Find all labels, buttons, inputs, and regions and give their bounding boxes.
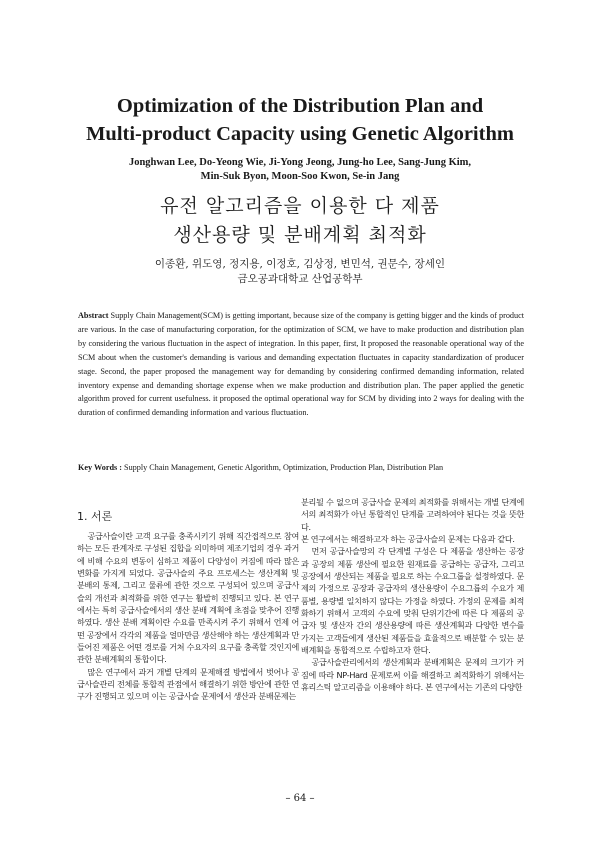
keywords bbox=[78, 462, 524, 474]
right-column bbox=[301, 496, 524, 694]
korean-title bbox=[40, 192, 560, 250]
left-paragraph-2: 많은 연구에서 과거 개별 단계의 문제해결 방법에서 벗어나 공급사슬관리 전체를 통합적 관점에서 해결하기 위한 방안에 관한 연구가 진행되고 있으며 이는 공급사슬 문제에서 생산과 분배문제는 bbox=[77, 666, 299, 702]
right-paragraph-2: 본 연구에서는 해결하고자 하는 공급사슬의 문제는 다음과 같다. bbox=[301, 534, 515, 545]
korean-author-block bbox=[40, 257, 560, 287]
right-paragraph-1: 분리될 수 없으며 공급사슬 문제의 최적화를 위해서는 개별 단계에서의 최적화가 아닌 통합적인 단계를 고려하여야 된다는 것을 뜻한다. bbox=[301, 497, 524, 532]
abstract bbox=[78, 309, 524, 420]
author-list bbox=[40, 156, 560, 184]
left-column bbox=[77, 530, 299, 703]
korean-title-line-1: 유전 알고리즘을 이용한 다 제품 bbox=[160, 195, 440, 217]
left-paragraph-1: 공급사슬이란 고객 요구를 충족시키기 위해 직간접적으로 참여하는 모든 관계자로 구성된 집합을 의미하며 제조기업의 경우 과거에 비해 수요의 변동이 심하고 제품이 다양성이 커짐에 따라 많은 변화를 가지게 되었다. 공급사슬의 주요 프로세스는 생산계획 및 분배의 통제, 그리고 물류에 관한 것으로 구성되어 있으며 공급사슬의 개선과 최적화를 위한 연구는 활발히 진행되고 있다. 본 연구에서는 특히 공급사슬에서의 생산 분배 계획에 초점을 맞추어 진행하였다. 생산 분배 계획이란 수요를 만족시켜 주기 위해서 언제 어떤 공장에서 각각의 제품을 얼마만큼 생산해야 하는 생산계획과 만들어진 제품은 어떤 경로를 거쳐 수요자의 요구를 충족할 것인지에 관한 분배계획의 통합이다. bbox=[77, 531, 299, 665]
authors-line-2: Min-Suk Byon, Moon-Soo Kwon, Se-in Jang bbox=[200, 171, 400, 182]
abstract-label: Abstract bbox=[78, 311, 109, 320]
paper-title bbox=[40, 92, 560, 148]
korean-title-line-2: 생산용량 및 분배계획 최적화 bbox=[173, 224, 427, 246]
right-paragraph-4: 공급사슬관리에서의 생산계획과 분배계획은 문제의 크기가 커짐에 따라 NP-Hard 문제로써 이를 해결하고 최적화하기 위해서는 휴리스틱 알고리즘을 이용해야 하다. 본 연구에서는 기존의 다양한 bbox=[301, 657, 524, 693]
title-line-1: Optimization of the Distribution Plan and bbox=[116, 95, 484, 117]
section-heading: 1. 서론 bbox=[77, 510, 113, 523]
page-number: – 64 – bbox=[285, 793, 315, 804]
korean-authors: 이종환, 위도영, 정지용, 이정호, 김상정, 변민석, 권문수, 장세인 bbox=[154, 258, 446, 270]
right-paragraph-3: 먼저 공급사슬망의 각 단계별 구성은 다 제품을 생산하는 공장과 공장의 제품 생산에 필요한 원재료를 공급하는 공급자, 그리고 공장에서 생산되는 제품을 필요로 하는 수요그룹을 설정하였다. 문제의 가정으로 공장과 공급자의 생산용량이 수요그룹의 수요가 제품별, 용량별 일치하지 않다는 가정을 하였다. 가정의 문제를 최적화하기 위해서 고객의 수요에 맞춰 단위기간에 따른 다 제품의 공급자 및 생산자 간의 생산용량에 따른 생산계획과 다양한 변수를 가지는 고객들에게 생산된 제품들을 효율적으로 배분할 수 있는 분배계획을 통합적으로 수립하고자 한다. bbox=[301, 546, 524, 656]
authors-line-1: Jonghwan Lee, Do-Yeong Wie, Ji-Yong Jeong, Jung-ho Lee, Sang-Jung Kim, bbox=[128, 157, 472, 168]
keywords-label: Key Words : bbox=[78, 463, 122, 472]
affiliation: 금오공과대학교 산업공학부 bbox=[237, 273, 363, 285]
keywords-text: Supply Chain Management, Genetic Algorithm, Optimization, Production Plan, Distribution Plan bbox=[124, 463, 444, 472]
abstract-text: Supply Chain Management(SCM) is getting important, because size of the company is getting bigger and the kinds of product are various. In the case of manufacturing corporation, for the optimization of SCM, we have to make production and distribution plan by considering the various fluctuation in the aspect of integration. In this paper, first, It proposed the reasonable operational way of the SCM about when the customer's demanding is various and demanding expectation fluctuates in capacity standardization of producer stage. Second, the paper proposed the management way for demanding by considering confirmed demanding information, related inventory expense and demanding shortage expense when we make production and distribution plan. The paper applied the genetic algorithm proved for current usefulness. it proposed the optimal operational way for SCM by dividing into 2 ways for dealing with the duration of confirmed demanding information and various fluctuation. bbox=[78, 311, 525, 418]
title-line-2: Multi-product Capacity using Genetic Algorithm bbox=[86, 123, 514, 145]
